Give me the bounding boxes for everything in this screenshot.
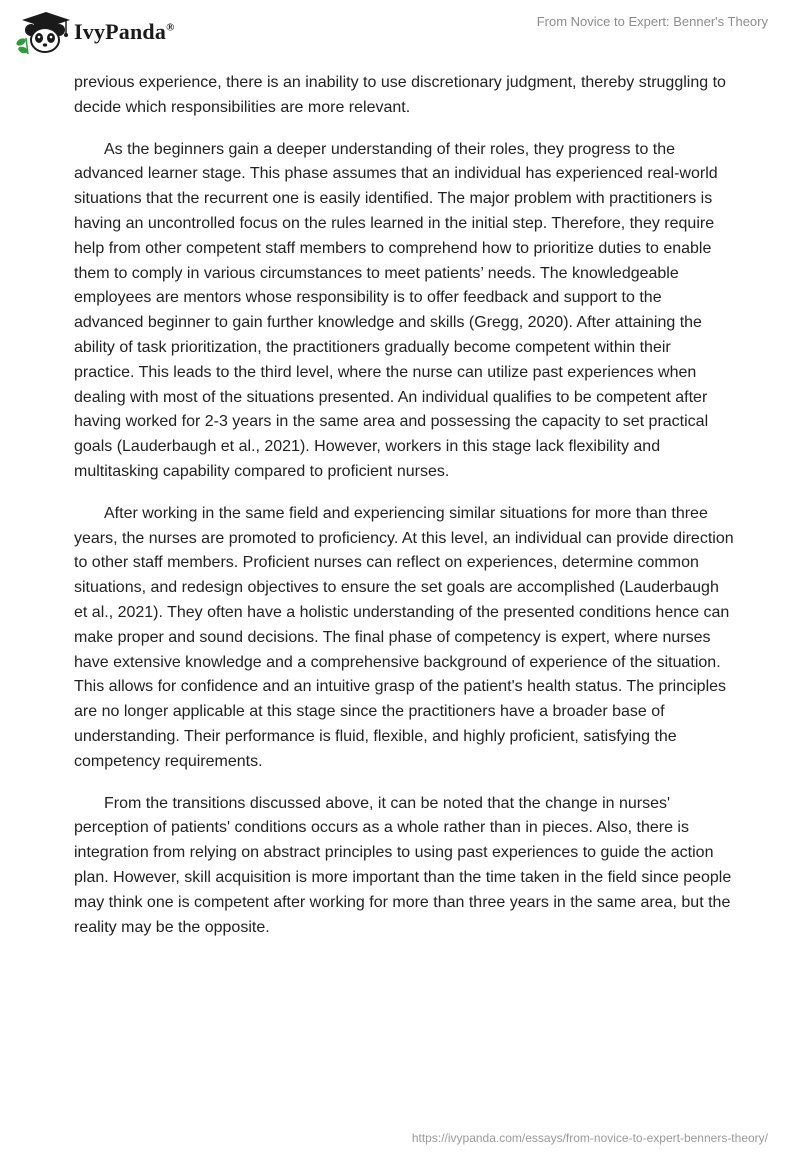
- paragraph: After working in the same field and experiencing similar situations for more than three years, the nurses are promoted to proficiency. At this level, an individual can provide direction to other staff members. Proficient nurses can reflect on experiences, determine common situations, and redesign objectives to ensure the set goals are accomplished (Lauderbaugh et al., 2021). They often have a holistic understanding of the presented conditions hence can make proper and sound decisions. The final phase of competency is expert, where nurses have extensive knowledge and a comprehensive background of experience of the situation. This allows for confidence and an intuitive grasp of the patient's health status. The principles are no longer applicable at this stage since the practitioners have a broader base of understanding. Their performance is fluid, flexible, and highly proficient, satisfying the competency requirements.: [74, 504, 734, 770]
- paragraph: As the beginners gain a deeper understanding of their roles, they progress to the advanced learner stage. This phase assumes that an individual has experienced real-world situations that the recurrent one is easily identified. The major problem with practitioners is having an uncontrolled focus on the rules learned in the initial step. Therefore, they require help from other competent staff members to comprehend how to prioritize duties to enable them to comply in various circumstances to meet patients’ needs. The knowledgeable employees are mentors whose responsibility is to offer feedback and support to the advanced beginner to gain further knowledge and skills (Gregg, 2020). After attaining the ability of task prioritization, the practitioners gradually become competent within their practice. This leads to the third level, where the nurse can utilize past experiences when dealing with most of the situations presented. An individual qualifies to be competent after having worked for 2-3 years in the same area and possessing the capacity to set practical goals (Lauderbaugh et al., 2021). However, workers in this stage lack flexibility and multitasking capability compared to proficient nurses.: [74, 140, 718, 480]
- page-header: [0, 0, 800, 64]
- paragraph: From the transitions discussed above, it can be noted that the change in nurses' perception of patients' conditions occurs as a whole rather than in pieces. Also, there is integration from relying on abstract principles to using past experiences to guide the action plan. However, skill acquisition is more important than the time taken in the field since people may think one is competent after working for more than three years in the same area, but the reality may be the opposite.: [74, 794, 732, 936]
- registered-mark: ®: [166, 21, 175, 34]
- document-title: From Novice to Expert: Benner's Theory: [536, 14, 768, 29]
- panda-graduate-icon: [14, 8, 70, 56]
- paragraph: previous experience, there is an inability to use discretionary judgment, thereby struggling to decide which responsibilities are more relevant.: [74, 74, 726, 116]
- ivypanda-logo[interactable]: [14, 8, 194, 56]
- essay-body: [74, 71, 734, 957]
- source-url[interactable]: https://ivypanda.com/essays/from-novice-to-expert-benners-theory/: [411, 1131, 768, 1145]
- brand-name: IvyPanda®: [74, 19, 175, 44]
